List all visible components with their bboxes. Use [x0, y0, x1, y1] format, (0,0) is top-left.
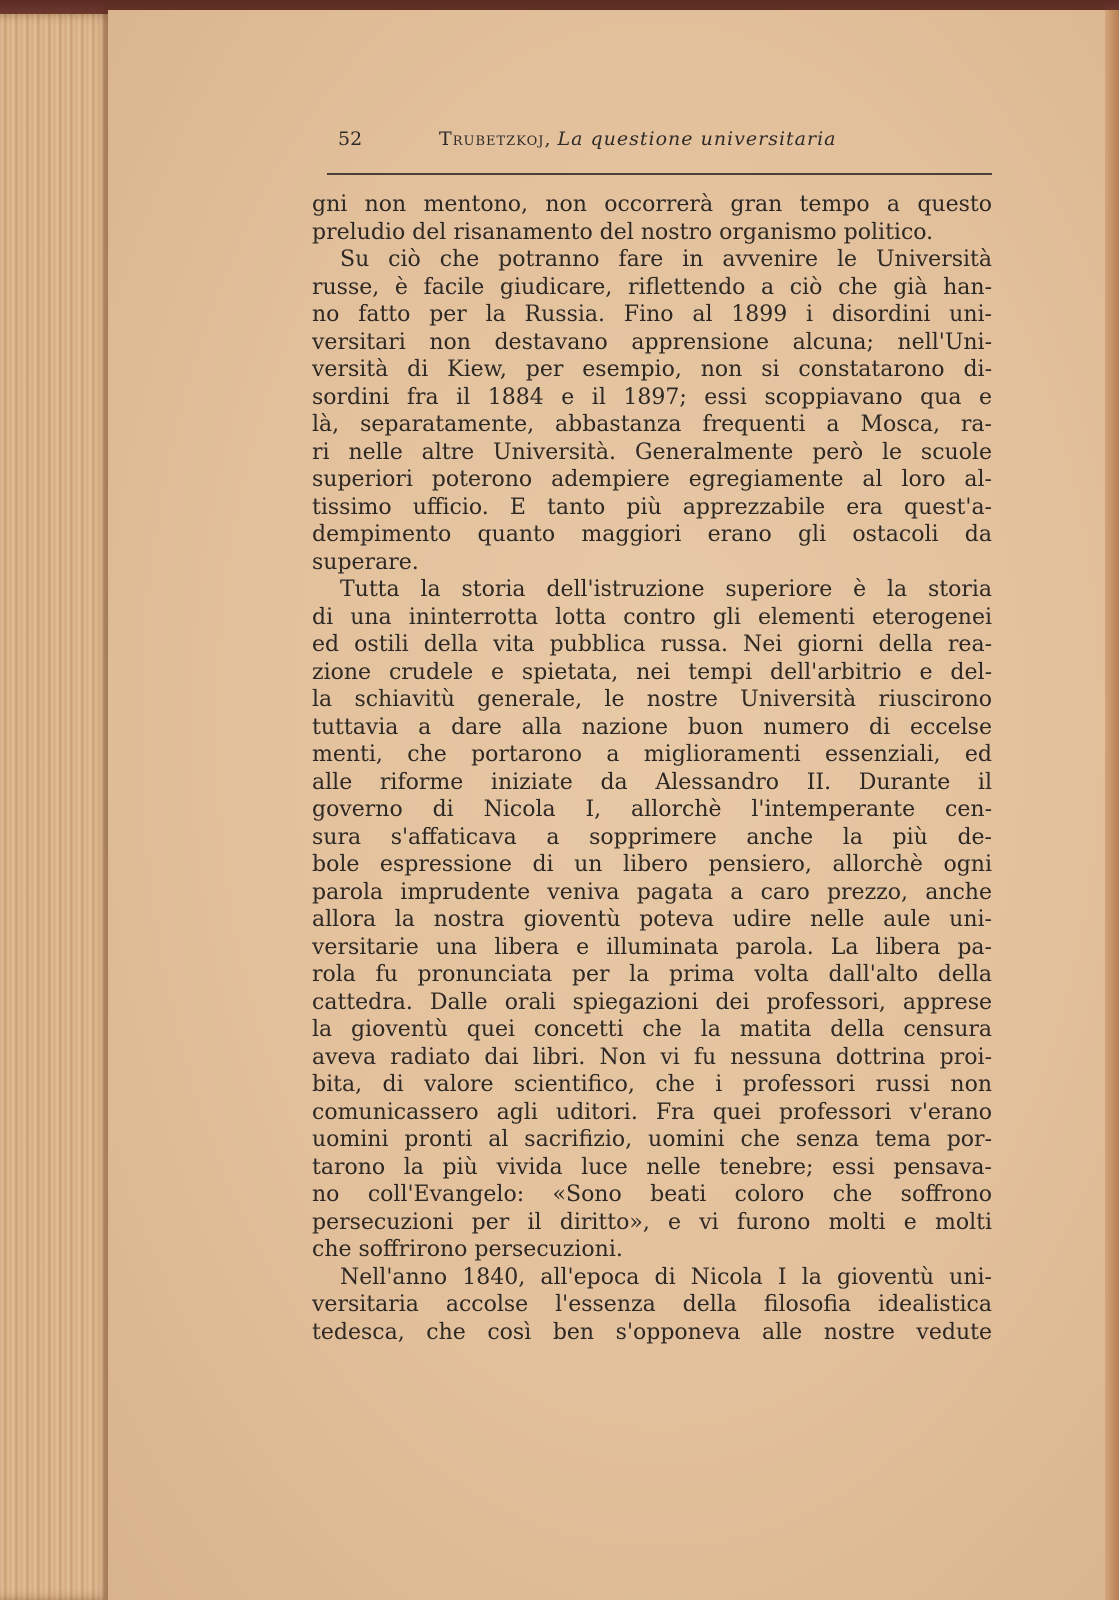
text-line: superare.	[312, 549, 419, 575]
page-stack-edges	[0, 14, 120, 1600]
text-line: sordini fra il 1884 e il 1897; essi scoppiavano qua e	[312, 384, 992, 410]
text-line: superiori poterono adempiere egregiamente al loro al-	[312, 467, 992, 492]
text-line: cattedra. Dalle orali spiegazioni dei professori, apprese	[312, 989, 992, 1015]
text-line: russe, è facile giudicare, riflettendo a ciò che già han-	[312, 274, 992, 300]
text-line: la gioventù quei concetti che la matita della censura	[312, 1017, 992, 1042]
text-line: uomini pronti al sacrifizio, uomini che senza tema por-	[312, 1127, 992, 1152]
text-line: ri nelle altre Università. Generalmente però le scuole	[312, 439, 992, 465]
text-line: versità di Kiew, per esempio, non si constatarono di-	[312, 357, 992, 382]
text-line: no fatto per la Russia. Fino al 1899 i disordini uni-	[312, 302, 992, 327]
text-line: tedesca, che così ben s'opponeva alle nostre vedute	[312, 1319, 992, 1345]
text-line: aveva radiato dai libri. Non vi fu nessuna dottrina proi-	[312, 1044, 992, 1070]
text-line: tissimo ufficio. E tanto più apprezzabile era quest'a-	[312, 494, 992, 520]
running-head-title: La questione universitaria	[557, 128, 837, 150]
text-line: gni non mentono, non occorrerà gran tempo a questo	[312, 192, 992, 217]
text-line: dempimento quanto maggiori erano gli ostacoli da	[312, 522, 992, 547]
text-line: allora la nostra gioventù poteva udire nelle aule uni-	[312, 907, 992, 932]
text-line: rola fu pronunciata per la prima volta dall'alto della	[312, 962, 992, 987]
text-line: Tutta la storia dell'istruzione superiore è la storia	[340, 577, 992, 602]
page-right-edge	[1105, 10, 1119, 1600]
running-head	[338, 128, 898, 154]
text-line: alle riforme iniziate da Alessandro II. Durante il	[312, 769, 992, 795]
text-line: governo di Nicola I, allorchè l'intemperante cen-	[312, 797, 992, 822]
text-line: versitarie una libera e illuminata parola. La libera pa-	[312, 934, 992, 960]
text-line: ed ostili della vita pubblica russa. Nei giorni della rea-	[312, 632, 992, 657]
text-line: tuttavia a dare alla nazione buon numero di eccelse	[312, 714, 992, 740]
text-line: versitaria accolse l'essenza della filosofia idealistica	[312, 1292, 992, 1317]
text-line: parola imprudente veniva pagata a caro prezzo, anche	[312, 879, 992, 905]
text-line: la schiavitù generale, le nostre Università riuscirono	[312, 687, 992, 712]
text-line: zione crudele e spietata, nei tempi dell'arbitrio e del-	[312, 659, 992, 685]
text-line: tarono la più vivida luce nelle tenebre; essi pensava-	[312, 1154, 992, 1180]
text-line: di una ininterrotta lotta contro gli elementi eterogenei	[312, 604, 992, 630]
text-line: menti, che portarono a miglioramenti essenziali, ed	[312, 742, 992, 767]
text-line: che soffrirono persecuzioni.	[312, 1237, 623, 1262]
page-number: 52	[338, 128, 363, 150]
text-line: no coll'Evangelo: «Sono beati coloro che soffrono	[312, 1182, 992, 1207]
text-line: comunicassero agli uditori. Fra quei professori v'erano	[312, 1099, 992, 1125]
header-rule	[327, 173, 992, 175]
text-line: versitari non destavano apprensione alcuna; nell'Uni-	[312, 329, 992, 355]
running-head-author: Trubetzkoj,	[439, 128, 552, 150]
text-line: Nell'anno 1840, all'epoca di Nicola I la gioventù uni-	[340, 1264, 992, 1290]
body-text	[312, 191, 992, 1346]
text-line: persecuzioni per il diritto», e vi furono molti e molti	[312, 1209, 992, 1235]
text-line: bita, di valore scientifico, che i professori russi non	[312, 1072, 992, 1097]
text-line: là, separatamente, abbastanza frequenti a Mosca, ra-	[312, 412, 992, 437]
text-line: preludio del risanamento del nostro organismo politico.	[312, 219, 934, 245]
text-line: bole espressione di un libero pensiero, allorchè ogni	[312, 852, 992, 877]
text-line: sura s'affaticava a sopprimere anche la più de-	[312, 824, 992, 850]
text-line: Su ciò che potranno fare in avvenire le Università	[340, 247, 992, 272]
